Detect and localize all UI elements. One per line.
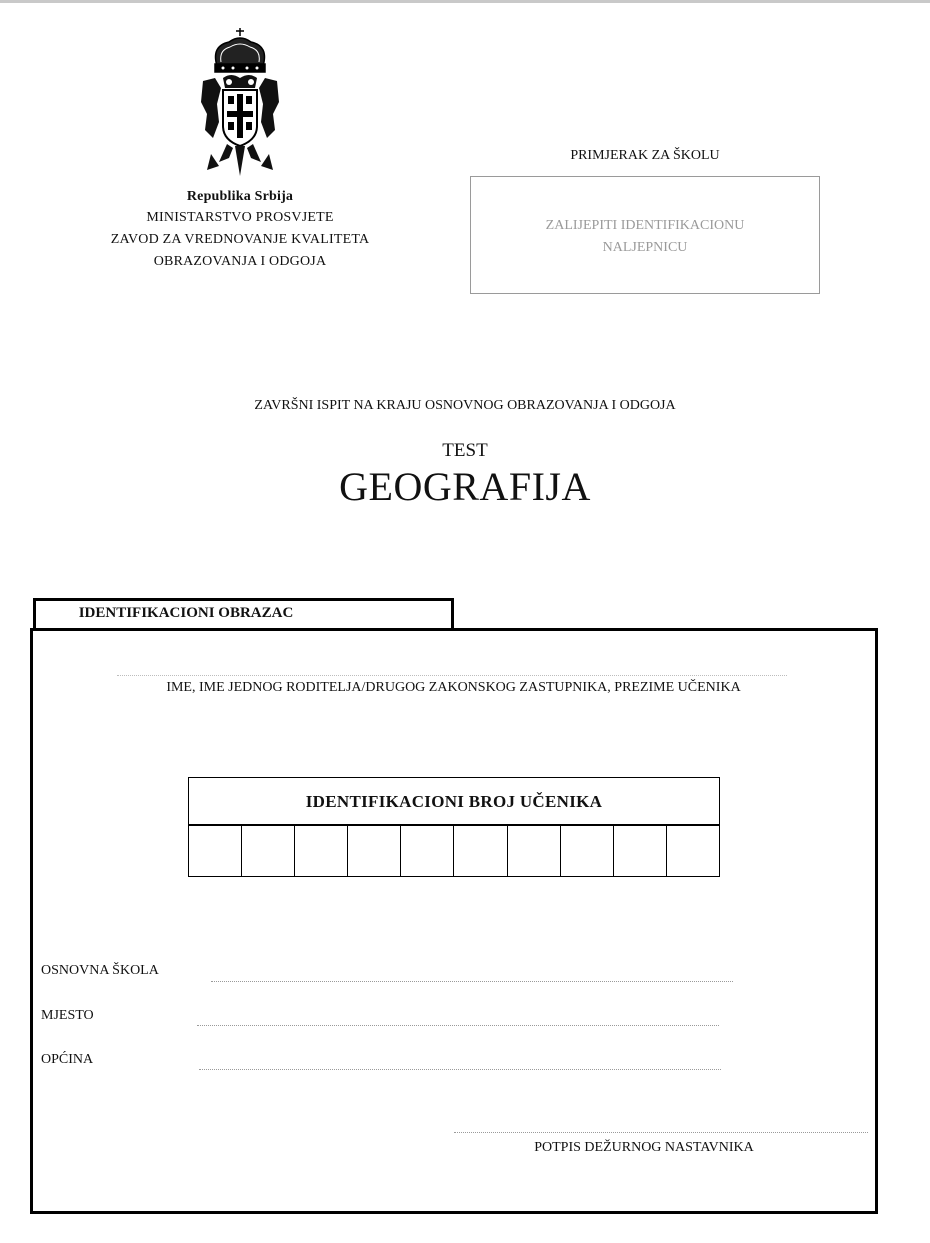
coat-of-arms-icon — [197, 26, 283, 180]
id-digit-cell[interactable] — [401, 825, 454, 876]
institute-name-line1: ZAVOD ZA VREDNOVANJE KVALITETA — [110, 232, 370, 247]
republic-name: Republika Srbija — [186, 189, 294, 204]
id-digit-cell[interactable] — [348, 825, 401, 876]
id-digit-cell[interactable] — [189, 825, 242, 876]
top-border — [0, 0, 930, 3]
id-digit-cell[interactable] — [454, 825, 507, 876]
identification-form — [30, 628, 878, 1214]
form-tab-title: IDENTIFIKACIONI OBRAZAC — [78, 605, 294, 621]
student-id-grid — [188, 824, 720, 877]
exam-title: ZAVRŠNI ISPIT NA KRAJU OSNOVNOG OBRAZOVANJA I ODGOJA — [254, 398, 676, 413]
test-label: TEST — [442, 440, 488, 461]
id-digit-cell[interactable] — [508, 825, 561, 876]
place-label: MJESTO — [41, 1008, 94, 1023]
sticker-instruction — [471, 215, 819, 259]
municipality-label: OPĆINA — [41, 1052, 94, 1067]
sticker-instruction-line1: ZALIJEPITI IDENTIFIKACIONU — [545, 218, 745, 233]
id-digit-cell[interactable] — [242, 825, 295, 876]
id-digit-cell[interactable] — [667, 825, 719, 876]
signature-caption: POTPIS DEŽURNOG NASTAVNIKA — [534, 1140, 754, 1155]
id-digit-cell[interactable] — [561, 825, 614, 876]
school-label: OSNOVNA ŠKOLA — [41, 963, 159, 978]
ministry-name: MINISTARSTVO PROSVJETE — [146, 210, 334, 225]
school-field[interactable] — [211, 981, 733, 982]
student-id-title: IDENTIFIKACIONI BROJ UČENIKA — [188, 777, 720, 826]
sticker-placeholder-box — [470, 176, 820, 294]
sticker-instruction-line2: NALJEPNICU — [602, 240, 688, 255]
place-field[interactable] — [197, 1025, 719, 1026]
student-name-caption: IME, IME JEDNOG RODITELJA/DRUGOG ZAKONSKOG ZASTUPNIKA, PREZIME UČENIKA — [166, 680, 741, 695]
id-digit-cell[interactable] — [614, 825, 667, 876]
institute-name-line2: OBRAZOVANJA I ODGOJA — [153, 254, 327, 269]
form-tab — [33, 598, 454, 628]
copy-label: PRIMJERAK ZA ŠKOLU — [570, 148, 720, 163]
signature-field[interactable] — [454, 1132, 868, 1133]
municipality-field[interactable] — [199, 1069, 721, 1070]
student-name-field[interactable] — [117, 675, 787, 676]
subject-title: GEOGRAFIJA — [339, 464, 591, 509]
id-digit-cell[interactable] — [295, 825, 348, 876]
